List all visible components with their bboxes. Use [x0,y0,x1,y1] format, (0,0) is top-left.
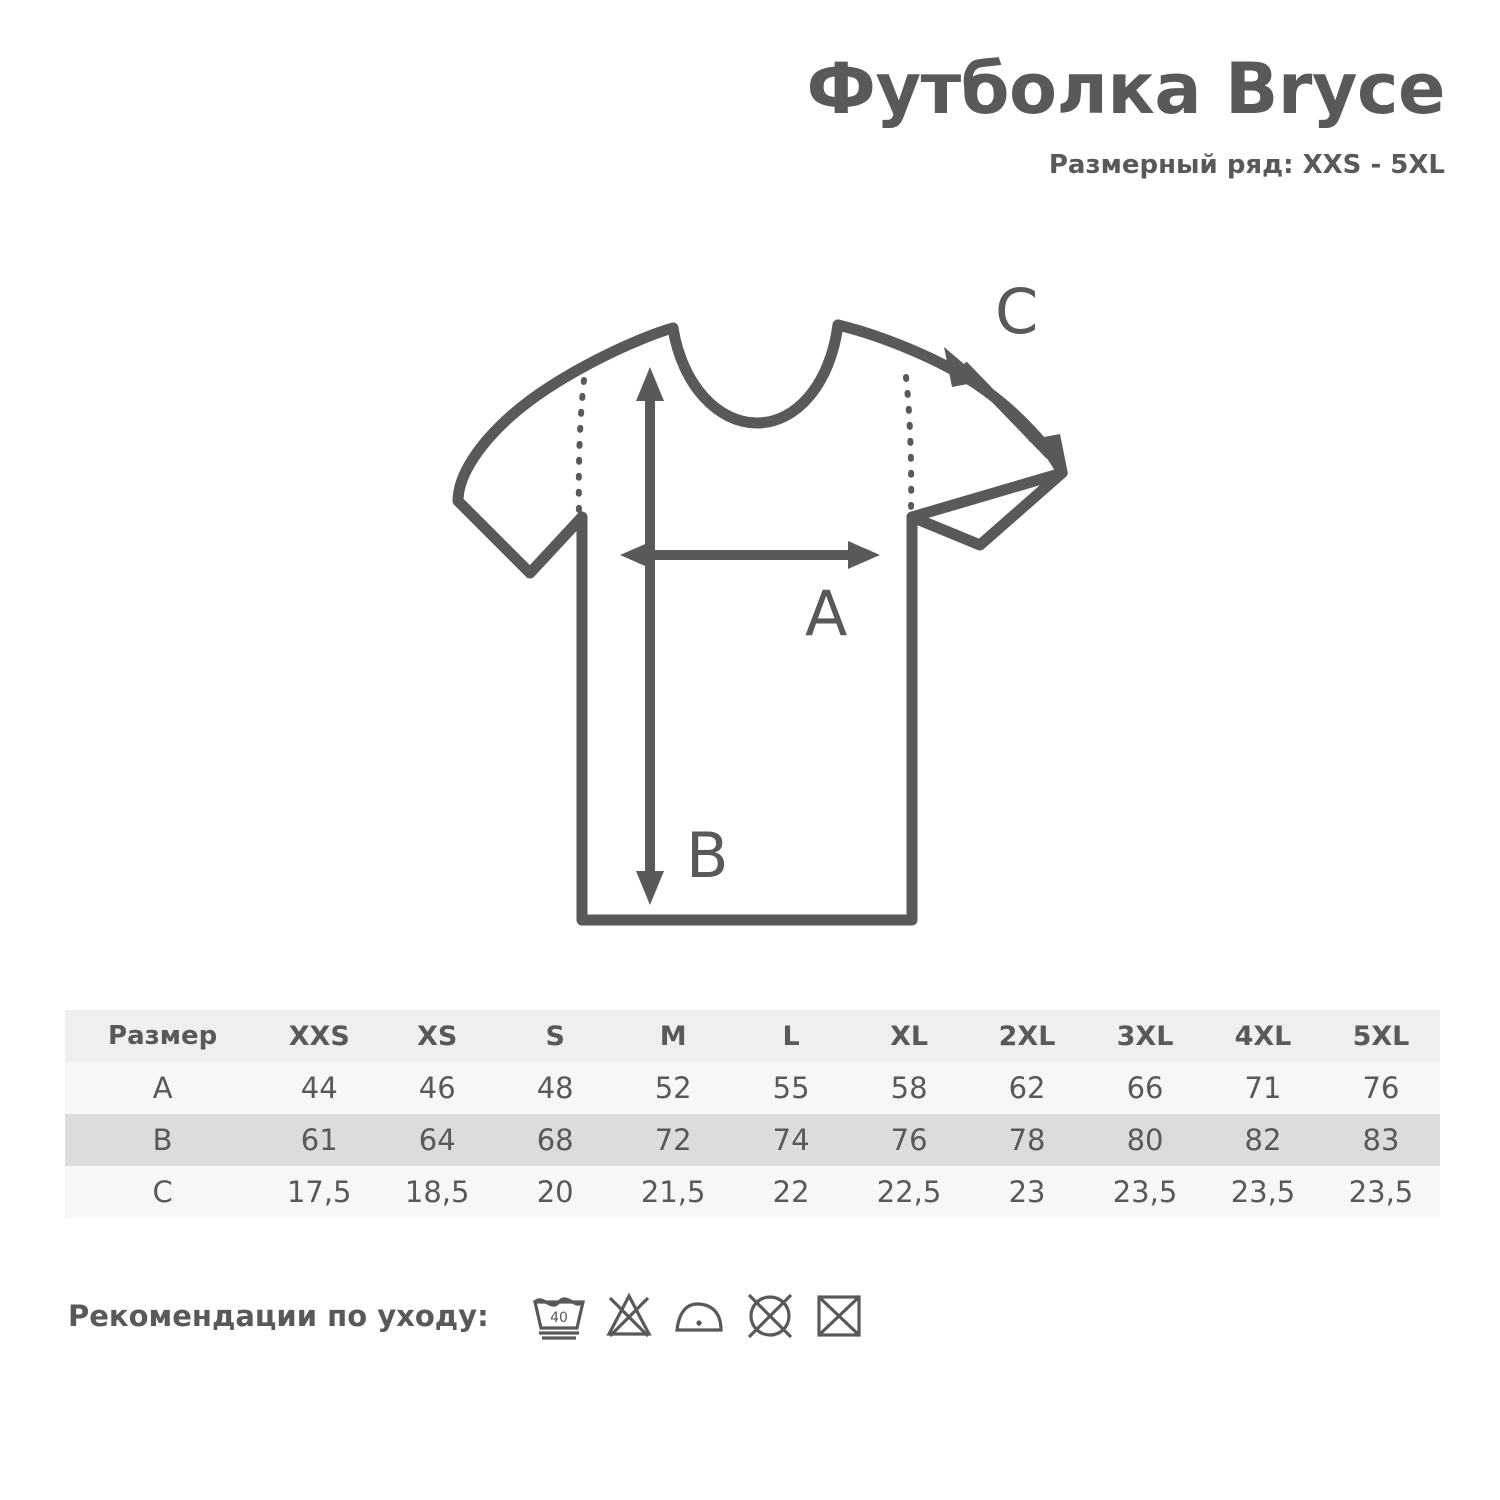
table-row [65,1114,1440,1166]
table-cell: 18,5 [378,1166,496,1218]
page-title: Футболка Bryce [806,48,1445,130]
table-cell: 74 [732,1114,850,1166]
measurement-c-label: C [995,275,1039,348]
table-header-cell: 5XL [1322,1010,1440,1062]
table-header-cell: XXS [260,1010,378,1062]
table-cell: 52 [614,1062,732,1114]
table-cell: 82 [1204,1114,1322,1166]
table-cell: 44 [260,1062,378,1114]
table-cell: 83 [1322,1114,1440,1166]
tshirt-diagram [0,255,1500,955]
no-bleach-icon [605,1290,653,1342]
measurement-b-label: B [686,819,729,892]
table-cell: 78 [968,1114,1086,1166]
size-range-subtitle: Размерный ряд: XXS - 5XL [1048,149,1445,180]
table-cell: 55 [732,1062,850,1114]
table-row [65,1062,1440,1114]
table-cell: 68 [496,1114,614,1166]
measurement-a-label: A [805,577,848,650]
table-cell: 76 [1322,1062,1440,1114]
table-header-cell: XL [850,1010,968,1062]
table-header-cell: M [614,1010,732,1062]
table-header-cell: 4XL [1204,1010,1322,1062]
table-header-cell: XS [378,1010,496,1062]
header [806,48,1445,180]
size-table [65,1010,1440,1218]
table-cell: 17,5 [260,1166,378,1218]
table-header-cell: 3XL [1086,1010,1204,1062]
measurement-b [636,367,664,905]
table-cell: 64 [378,1114,496,1166]
care-instructions [68,1290,865,1342]
no-dry-clean-icon [745,1290,795,1342]
measurement-a [620,541,880,569]
measurement-c [944,347,1068,474]
no-tumble-dry-icon [813,1290,865,1342]
table-cell: 22,5 [850,1166,968,1218]
table-cell: 61 [260,1114,378,1166]
table-cell: 21,5 [614,1166,732,1218]
table-cell: 62 [968,1062,1086,1114]
table-cell: 23,5 [1086,1166,1204,1218]
tshirt-outline-icon [458,325,1062,920]
size-table-wrapper [65,1010,1440,1218]
table-header-cell: S [496,1010,614,1062]
wash-40-icon [531,1290,587,1342]
care-icon-list [531,1290,865,1342]
table-cell: 58 [850,1062,968,1114]
care-label: Рекомендации по уходу: [68,1299,489,1333]
table-cell: 20 [496,1166,614,1218]
table-cell: 80 [1086,1114,1204,1166]
table-header-cell: 2XL [968,1010,1086,1062]
table-header-size: Размер [65,1010,260,1062]
table-cell: 46 [378,1062,496,1114]
table-cell: 23,5 [1204,1166,1322,1218]
table-row-label: A [65,1062,260,1114]
table-row-label: C [65,1166,260,1218]
iron-low-icon [671,1290,727,1342]
table-cell: 48 [496,1062,614,1114]
table-header-row [65,1010,1440,1062]
table-cell: 72 [614,1114,732,1166]
table-cell: 66 [1086,1062,1204,1114]
table-cell: 71 [1204,1062,1322,1114]
table-cell: 22 [732,1166,850,1218]
seam-lines [579,377,911,555]
table-row-label: B [65,1114,260,1166]
table-row [65,1166,1440,1218]
table-cell: 76 [850,1114,968,1166]
table-cell: 23,5 [1322,1166,1440,1218]
svg-text:40: 40 [549,1310,568,1326]
table-header-cell: L [732,1010,850,1062]
table-cell: 23 [968,1166,1086,1218]
